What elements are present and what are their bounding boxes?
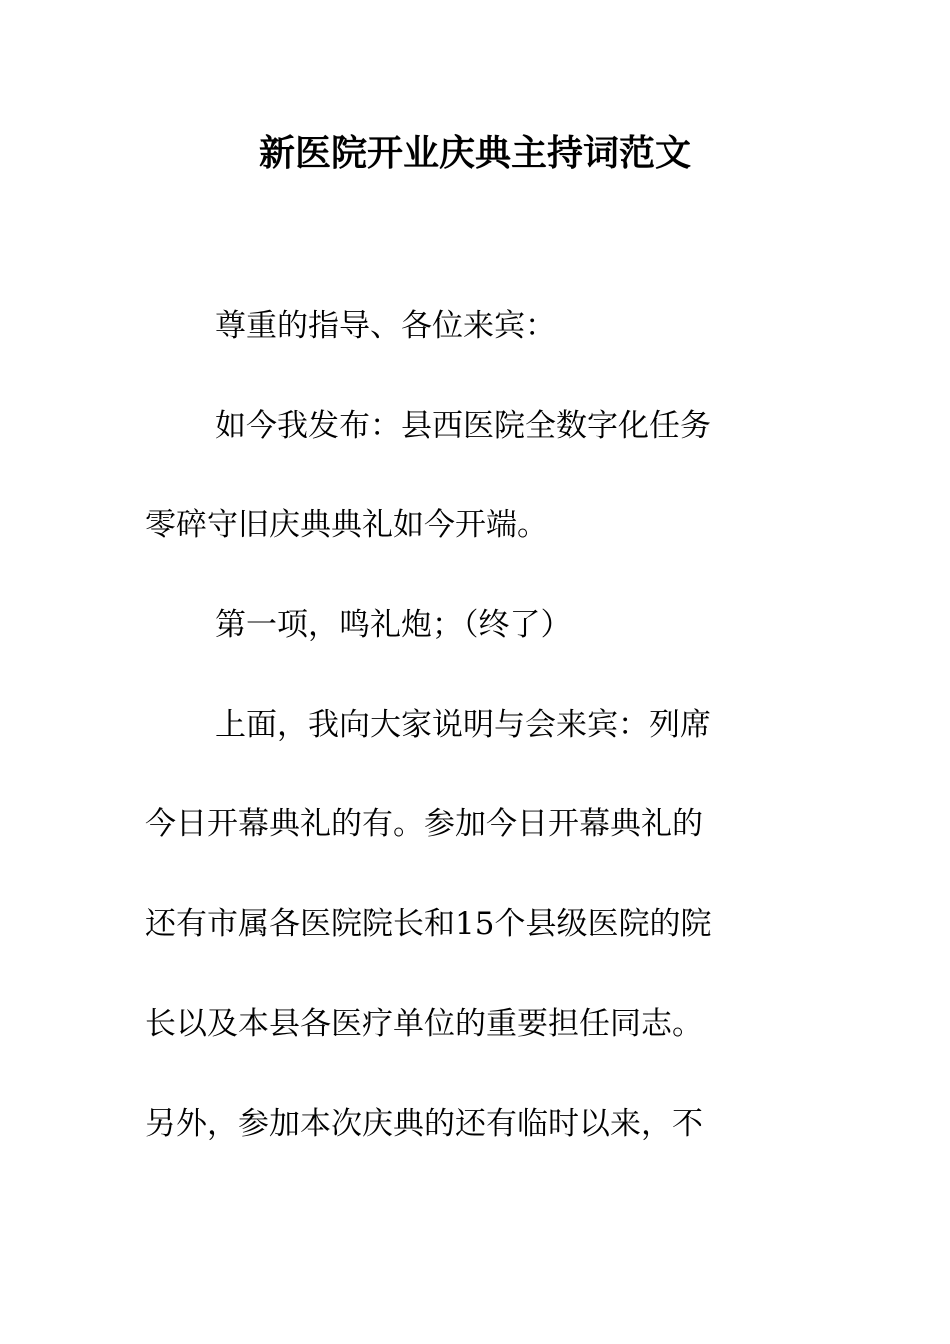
paragraph-line-6: 今日开幕典礼的有。参加今日开幕典礼的 [145,806,703,842]
paragraph-line-1: 尊重的指导、各位来宾： [215,308,556,344]
paragraph-line-2: 如今我发布：县西医院全数字化任务 [215,408,711,444]
paragraph-line-8: 长以及本县各医疗单位的重要担任同志。 [145,1006,703,1042]
document-title: 新医院开业庆典主持词范文 [258,132,691,174]
paragraph-line-9: 另外，参加本次庆典的还有临时以来，不 [145,1106,703,1142]
paragraph-line-4: 第一项，鸣礼炮；（终了） [215,607,572,643]
paragraph-line-7: 还有市属各医院院长和15个县级医院的院 [145,906,712,942]
paragraph-line-3: 零碎守旧庆典典礼如今开端。 [145,507,548,543]
paragraph-line-5: 上面，我向大家说明与会来宾：列席 [215,707,711,743]
